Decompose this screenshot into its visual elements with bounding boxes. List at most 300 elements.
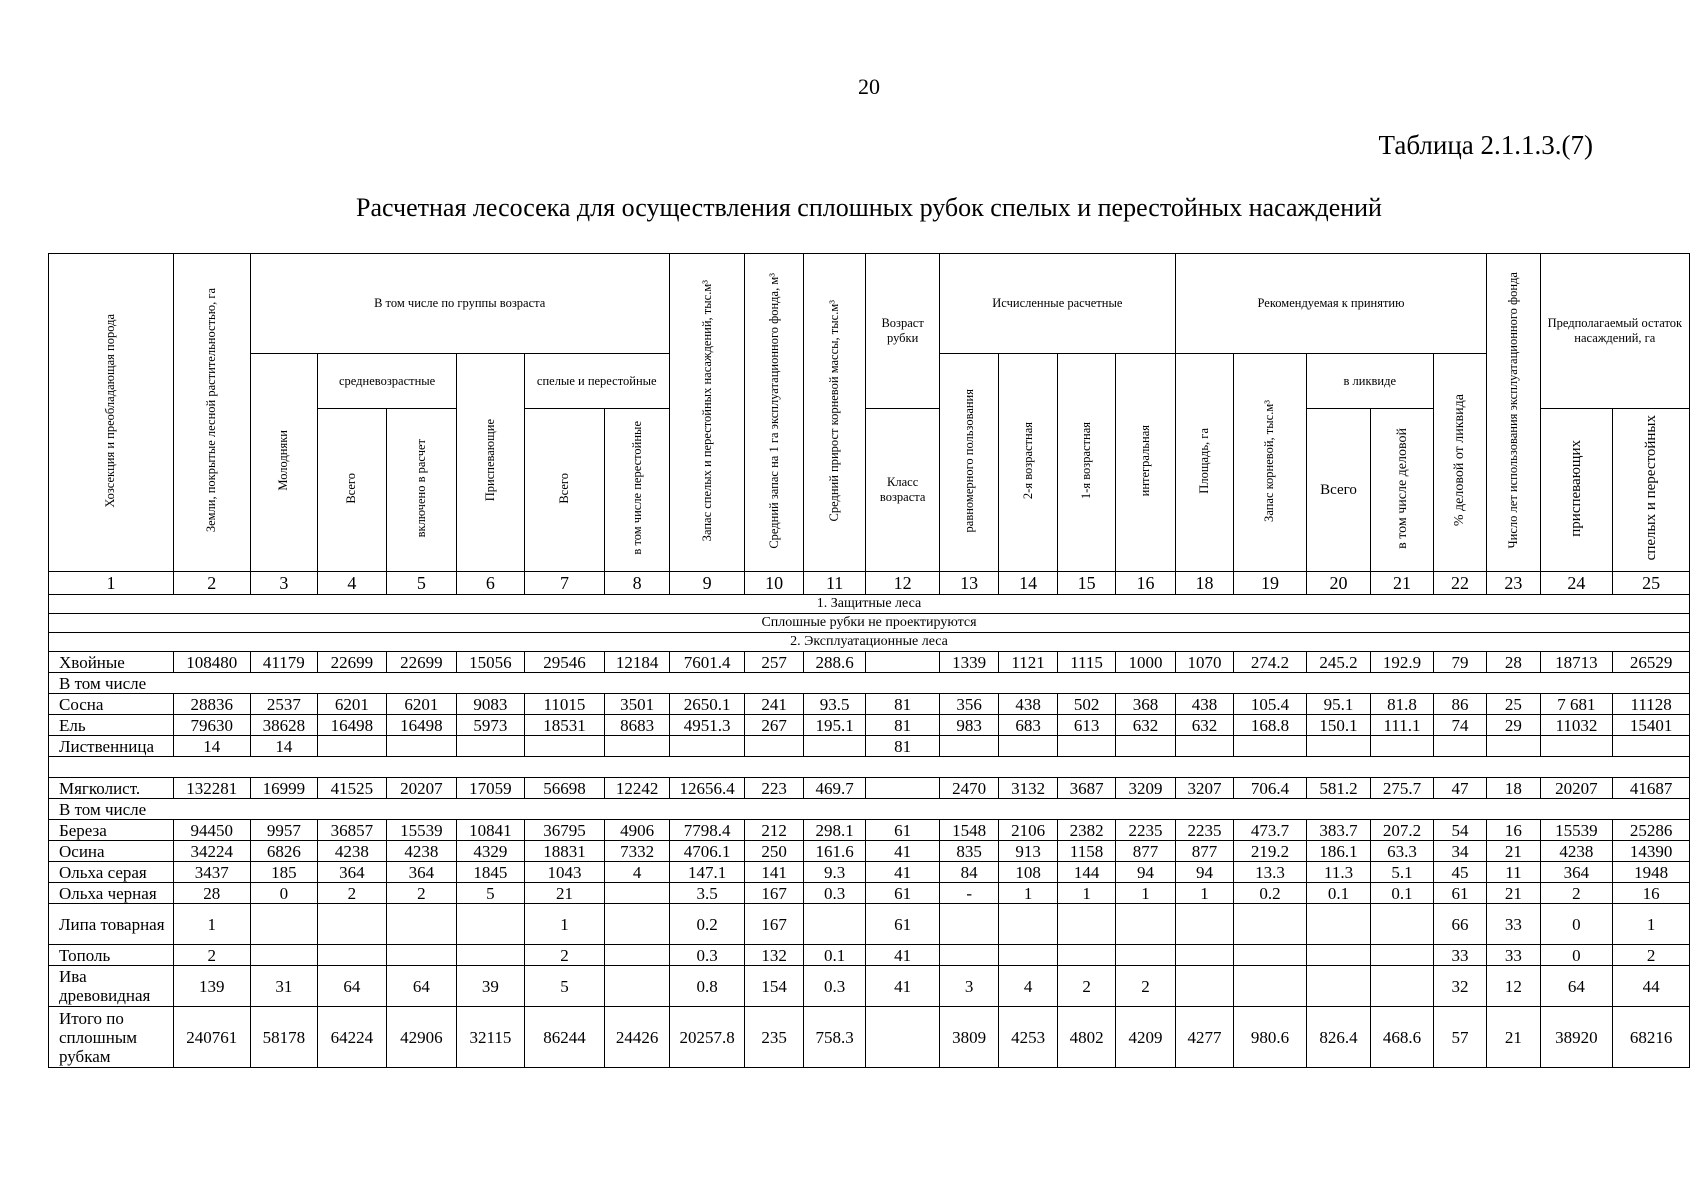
table-cell: 66 [1433, 904, 1486, 945]
table-cell: 21 [524, 883, 605, 904]
table-cell: 4238 [318, 841, 387, 862]
header-col-25: спелых и перестойных [1613, 409, 1690, 572]
table-row [49, 945, 1690, 966]
table-cell: 36857 [318, 820, 387, 841]
table-cell: 15056 [457, 652, 525, 673]
table-cell: 383.7 [1306, 820, 1371, 841]
table-cell: 207.2 [1371, 820, 1433, 841]
table-cell [939, 736, 998, 757]
table-cell: 5 [524, 966, 605, 1007]
table-cell [386, 736, 457, 757]
table-cell: 1845 [457, 862, 525, 883]
row-name-cell: Хвойные [49, 652, 174, 673]
table-cell: 13.3 [1234, 862, 1307, 883]
table-cell: 4 [999, 966, 1057, 1007]
table-row [49, 778, 1690, 799]
header-col-7: Всего [524, 409, 605, 572]
table-cell: 3 [939, 966, 998, 1007]
table-cell: 1070 [1175, 652, 1233, 673]
table-cell [1234, 904, 1307, 945]
table-cell: 0.1 [1371, 883, 1433, 904]
table-cell: 26529 [1613, 652, 1690, 673]
table-cell: 11128 [1613, 694, 1690, 715]
table-cell: 4238 [1540, 841, 1613, 862]
table-cell [318, 736, 387, 757]
table-cell: 54 [1433, 820, 1486, 841]
table-cell: 683 [999, 715, 1057, 736]
table-cell [803, 904, 865, 945]
table-cell: 41 [866, 945, 940, 966]
table-cell: 12184 [605, 652, 670, 673]
table-title: Расчетная лесосека для осуществления сплошных рубок спелых и перестойных насаждений [356, 193, 1382, 222]
table-cell [1234, 966, 1307, 1007]
table-cell: 79 [1433, 652, 1486, 673]
table-cell: 61 [866, 820, 940, 841]
table-cell: 3132 [999, 778, 1057, 799]
header-col-8: в том числе перестойные [605, 409, 670, 572]
table-cell: 4 [605, 862, 670, 883]
table-cell: 2106 [999, 820, 1057, 841]
table-cell: 14390 [1613, 841, 1690, 862]
table-cell: 31 [250, 966, 318, 1007]
table-cell [669, 736, 745, 757]
header-col-9: Запас спелых и перестойных насаждений, тыс.м³ [669, 254, 745, 572]
table-cell: 2 [386, 883, 457, 904]
header-cut-age: Возраст рубки [866, 254, 940, 409]
table-cell: 32 [1433, 966, 1486, 1007]
table-cell: 20207 [1540, 778, 1613, 799]
row-label-including: В том числе [49, 673, 1690, 694]
table-cell: 4277 [1175, 1007, 1233, 1068]
table-cell: 105.4 [1234, 694, 1307, 715]
table-cell: 1 [1116, 883, 1175, 904]
table-cell: - [939, 883, 998, 904]
table-cell: 0 [250, 883, 318, 904]
table-cell: 245.2 [1306, 652, 1371, 673]
table-cell: 44 [1613, 966, 1690, 1007]
table-cell: 168.8 [1234, 715, 1307, 736]
table-cell: 438 [1175, 694, 1233, 715]
table-cell: 1 [173, 904, 250, 945]
section-protective-forests: 1. Защитные леса [49, 595, 1690, 614]
header-col-10: Средний запас на 1 га эксплуатационного фонда, м³ [745, 254, 803, 572]
table-cell [605, 904, 670, 945]
table-cell [866, 778, 940, 799]
table-cell: 34 [1433, 841, 1486, 862]
table-cell: 81 [866, 694, 940, 715]
table-cell [866, 652, 940, 673]
table-cell: 1121 [999, 652, 1057, 673]
table-cell: 16498 [318, 715, 387, 736]
table-cell: 64 [386, 966, 457, 1007]
page-number: 20 [858, 74, 880, 99]
row-name-cell: Лиственница [49, 736, 174, 757]
table-cell: 20207 [386, 778, 457, 799]
table-cell: 12 [1487, 966, 1540, 1007]
table-row [49, 862, 1690, 883]
table-cell: 3687 [1057, 778, 1115, 799]
table-cell: 6826 [250, 841, 318, 862]
table-cell: 34224 [173, 841, 250, 862]
table-cell: 1 [1613, 904, 1690, 945]
table-cell [999, 904, 1057, 945]
table-cell: 45 [1433, 862, 1486, 883]
header-col-20: Всего [1306, 409, 1371, 572]
table-cell: 356 [939, 694, 998, 715]
table-cell: 5 [457, 883, 525, 904]
table-number: Таблица 2.1.1.3.(7) [1378, 130, 1593, 160]
table-cell: 74 [1433, 715, 1486, 736]
table-cell: 28 [1487, 652, 1540, 673]
header-col-24: приспевающих [1540, 409, 1613, 572]
header-recommended: Рекомендуемая к принятию [1175, 254, 1486, 354]
table-cell: 4253 [999, 1007, 1057, 1068]
table-cell: 94 [1175, 862, 1233, 883]
table-cell: 473.7 [1234, 820, 1307, 841]
table-cell [605, 966, 670, 1007]
table-cell [939, 945, 998, 966]
table-cell: 1158 [1057, 841, 1115, 862]
table-cell: 1043 [524, 862, 605, 883]
table-cell [1234, 945, 1307, 966]
table-cell: 1115 [1057, 652, 1115, 673]
header-col-16: интегральная [1116, 354, 1175, 572]
table-cell: 7798.4 [669, 820, 745, 841]
table-cell [1433, 736, 1486, 757]
row-name-cell: Ольха черная [49, 883, 174, 904]
table-cell: 364 [1540, 862, 1613, 883]
header-col-18: Площадь, га [1175, 354, 1233, 572]
table-cell: 6201 [318, 694, 387, 715]
table-cell [939, 904, 998, 945]
table-cell: 18 [1487, 778, 1540, 799]
table-cell [1175, 945, 1233, 966]
table-cell: 11015 [524, 694, 605, 715]
table-cell: 64224 [318, 1007, 387, 1068]
table-cell: 18831 [524, 841, 605, 862]
table-cell: 0 [1540, 904, 1613, 945]
table-cell: 235 [745, 1007, 803, 1068]
table-cell: 706.4 [1234, 778, 1307, 799]
header-remaining: Предполагаемый остаток насаждений, га [1540, 254, 1689, 409]
table-cell: 84 [939, 862, 998, 883]
table-cell: 94 [1116, 862, 1175, 883]
table-cell [1234, 736, 1307, 757]
table-cell: 4951.3 [669, 715, 745, 736]
table-cell [1175, 966, 1233, 1007]
header-col-14: 2-я возрастная [999, 354, 1057, 572]
table-cell: 257 [745, 652, 803, 673]
table-cell: 58178 [250, 1007, 318, 1068]
table-cell: 81.8 [1371, 694, 1433, 715]
table-cell: 5973 [457, 715, 525, 736]
table-cell: 2 [173, 945, 250, 966]
header-col-11: Средний прирост корневой массы, тыс.м³ [803, 254, 865, 572]
table-header [49, 254, 1690, 572]
row-name-cell: Сосна [49, 694, 174, 715]
table-cell: 81 [866, 715, 940, 736]
table-cell: 1 [1175, 883, 1233, 904]
table-row [49, 715, 1690, 736]
table-cell: 0.1 [1306, 883, 1371, 904]
table-cell: 980.6 [1234, 1007, 1307, 1068]
table-cell: 33 [1487, 904, 1540, 945]
table-cell: 41687 [1613, 778, 1690, 799]
table-cell: 64 [318, 966, 387, 1007]
section-exploitation-forests: 2. Эксплуатационные леса [49, 633, 1690, 652]
table-cell: 0.3 [803, 883, 865, 904]
header-liquid: в ликвиде [1306, 354, 1433, 409]
table-cell: 3437 [173, 862, 250, 883]
table-cell: 632 [1175, 715, 1233, 736]
table-cell [1306, 904, 1371, 945]
table-cell [250, 904, 318, 945]
table-cell: 68216 [1613, 1007, 1690, 1068]
table-cell: 4238 [386, 841, 457, 862]
table-cell [457, 904, 525, 945]
table-cell: 2537 [250, 694, 318, 715]
table-cell [1175, 736, 1233, 757]
table-cell [605, 945, 670, 966]
header-col-5: включено в расчет [386, 409, 457, 572]
table-cell [250, 945, 318, 966]
table-cell: 2 [318, 883, 387, 904]
table-cell: 1339 [939, 652, 998, 673]
table-cell: 25286 [1613, 820, 1690, 841]
table-cell: 2650.1 [669, 694, 745, 715]
table-cell: 468.6 [1371, 1007, 1433, 1068]
table-cell: 364 [386, 862, 457, 883]
table-cell: 1948 [1613, 862, 1690, 883]
header-col-13: равномерного пользования [939, 354, 998, 572]
header-middle-aged: средневозрастные [318, 354, 457, 409]
table-cell: 438 [999, 694, 1057, 715]
table-cell [1371, 736, 1433, 757]
table-cell: 39 [457, 966, 525, 1007]
table-body [49, 572, 1690, 1068]
table-cell: 15539 [386, 820, 457, 841]
table-cell: 212 [745, 820, 803, 841]
table-cell: 368 [1116, 694, 1175, 715]
table-cell: 20257.8 [669, 1007, 745, 1068]
table-cell: 5.1 [1371, 862, 1433, 883]
table-cell: 38628 [250, 715, 318, 736]
table-cell: 17059 [457, 778, 525, 799]
table-cell: 0 [1540, 945, 1613, 966]
table-cell [1306, 966, 1371, 1007]
table-cell [1371, 945, 1433, 966]
lesoseka-table [48, 253, 1690, 1068]
table-cell: 983 [939, 715, 998, 736]
table-cell: 32115 [457, 1007, 525, 1068]
table-cell: 0.3 [669, 945, 745, 966]
table-cell [1116, 904, 1175, 945]
row-name-cell: Осина [49, 841, 174, 862]
table-cell: 4329 [457, 841, 525, 862]
table-cell: 0.3 [803, 966, 865, 1007]
table-cell: 186.1 [1306, 841, 1371, 862]
table-row [49, 841, 1690, 862]
row-name-cell: Береза [49, 820, 174, 841]
table-cell: 10841 [457, 820, 525, 841]
column-number-row: 1 2 3 4 5 6 7 8 9 10 11 12 13 14 15 16 18 19 20 21 22 23 24 25 [49, 572, 1690, 595]
table-cell: 502 [1057, 694, 1115, 715]
table-cell: 61 [866, 883, 940, 904]
header-col-2: Земли, покрытые лесной растительностью, га [173, 254, 250, 572]
header-col-19: Запас корневой, тыс.м³ [1234, 354, 1307, 572]
table-row [49, 694, 1690, 715]
table-row [49, 966, 1690, 1007]
table-cell: 167 [745, 904, 803, 945]
table-cell: 1000 [1116, 652, 1175, 673]
table-cell: 18713 [1540, 652, 1613, 673]
table-cell: 219.2 [1234, 841, 1307, 862]
table-cell [605, 883, 670, 904]
row-name-cell: Ольха серая [49, 862, 174, 883]
table-cell: 9.3 [803, 862, 865, 883]
table-cell: 47 [1433, 778, 1486, 799]
table-cell [1057, 945, 1115, 966]
header-ripe: спелые и перестойные [524, 354, 669, 409]
table-cell: 86244 [524, 1007, 605, 1068]
table-cell: 33 [1433, 945, 1486, 966]
table-cell: 57 [1433, 1007, 1486, 1068]
table-cell: 108480 [173, 652, 250, 673]
header-col-3: Молодняки [250, 354, 318, 572]
table-row [49, 883, 1690, 904]
header-col-15: 1-я возрастная [1057, 354, 1115, 572]
table-cell: 21 [1487, 1007, 1540, 1068]
table-cell: 41 [866, 966, 940, 1007]
table-cell: 56698 [524, 778, 605, 799]
table-cell: 7601.4 [669, 652, 745, 673]
header-calculated: Исчисленные расчетные [939, 254, 1175, 354]
table-cell: 913 [999, 841, 1057, 862]
table-cell [318, 904, 387, 945]
table-cell: 111.1 [1371, 715, 1433, 736]
table-cell [999, 945, 1057, 966]
row-name-cell: Липа товарная [49, 904, 174, 945]
table-cell: 2 [1613, 945, 1690, 966]
row-name-cell: Тополь [49, 945, 174, 966]
table-cell: 3809 [939, 1007, 998, 1068]
row-name-cell: Ива древовидная [49, 966, 174, 1007]
table-cell: 185 [250, 862, 318, 883]
table-cell: 14 [250, 736, 318, 757]
table-cell: 267 [745, 715, 803, 736]
table-cell: 4906 [605, 820, 670, 841]
table-cell [1175, 904, 1233, 945]
table-row [49, 652, 1690, 673]
table-cell [1613, 736, 1690, 757]
table-cell: 21 [1487, 841, 1540, 862]
table-cell: 38920 [1540, 1007, 1613, 1068]
table-cell: 2 [1540, 883, 1613, 904]
table-cell: 141 [745, 862, 803, 883]
table-cell: 4802 [1057, 1007, 1115, 1068]
table-cell: 28836 [173, 694, 250, 715]
table-cell: 33 [1487, 945, 1540, 966]
spacer-row [49, 757, 1690, 778]
table-cell: 6201 [386, 694, 457, 715]
table-cell: 93.5 [803, 694, 865, 715]
table-cell: 1 [524, 904, 605, 945]
table-cell: 2235 [1116, 820, 1175, 841]
table-cell: 24426 [605, 1007, 670, 1068]
section-note-no-clearcuts: Сплошные рубки не проектируются [49, 614, 1690, 633]
table-cell: 94450 [173, 820, 250, 841]
table-cell [1057, 904, 1115, 945]
table-cell [524, 736, 605, 757]
header-col-21: в том числе деловой [1371, 409, 1433, 572]
table-cell: 16498 [386, 715, 457, 736]
table-cell: 0.2 [669, 904, 745, 945]
table-cell: 1548 [939, 820, 998, 841]
table-cell: 61 [1433, 883, 1486, 904]
table-cell: 28 [173, 883, 250, 904]
table-cell: 61 [866, 904, 940, 945]
table-cell: 240761 [173, 1007, 250, 1068]
table-cell: 4209 [1116, 1007, 1175, 1068]
row-name-cell: Итого по сплошным рубкам [49, 1007, 174, 1068]
table-cell: 18531 [524, 715, 605, 736]
table-cell: 223 [745, 778, 803, 799]
table-cell [386, 945, 457, 966]
table-cell: 4706.1 [669, 841, 745, 862]
table-cell: 29546 [524, 652, 605, 673]
table-cell: 758.3 [803, 1007, 865, 1068]
table-cell: 632 [1116, 715, 1175, 736]
row-name-cell: Ель [49, 715, 174, 736]
header-col-23: Число лет использования эксплуатационного фонда [1487, 254, 1540, 572]
table-cell: 161.6 [803, 841, 865, 862]
table-cell: 826.4 [1306, 1007, 1371, 1068]
table-cell: 9957 [250, 820, 318, 841]
table-cell: 42906 [386, 1007, 457, 1068]
table-cell [866, 1007, 940, 1068]
table-row [49, 1007, 1690, 1068]
header-col-12: Класс возраста [866, 409, 940, 572]
table-cell: 3501 [605, 694, 670, 715]
table-cell [386, 904, 457, 945]
table-cell: 139 [173, 966, 250, 1007]
header-col-1: Хозсекция и преобладающая порода [49, 254, 174, 572]
table-cell: 15539 [1540, 820, 1613, 841]
table-cell: 41179 [250, 652, 318, 673]
table-cell: 195.1 [803, 715, 865, 736]
table-cell: 150.1 [1306, 715, 1371, 736]
table-cell: 0.2 [1234, 883, 1307, 904]
table-cell: 36795 [524, 820, 605, 841]
table-cell: 29 [1487, 715, 1540, 736]
table-cell: 12656.4 [669, 778, 745, 799]
table-cell: 22699 [318, 652, 387, 673]
table-cell: 274.2 [1234, 652, 1307, 673]
table-cell: 22699 [386, 652, 457, 673]
table-cell [1540, 736, 1613, 757]
table-cell: 16 [1613, 883, 1690, 904]
table-cell: 63.3 [1371, 841, 1433, 862]
table-cell: 147.1 [669, 862, 745, 883]
table-cell: 469.7 [803, 778, 865, 799]
table-cell: 835 [939, 841, 998, 862]
table-cell: 12242 [605, 778, 670, 799]
table-cell: 2 [1057, 966, 1115, 1007]
table-cell: 9083 [457, 694, 525, 715]
table-cell: 581.2 [1306, 778, 1371, 799]
header-col-22: % деловой от ликвида [1433, 354, 1486, 572]
table-cell [457, 945, 525, 966]
